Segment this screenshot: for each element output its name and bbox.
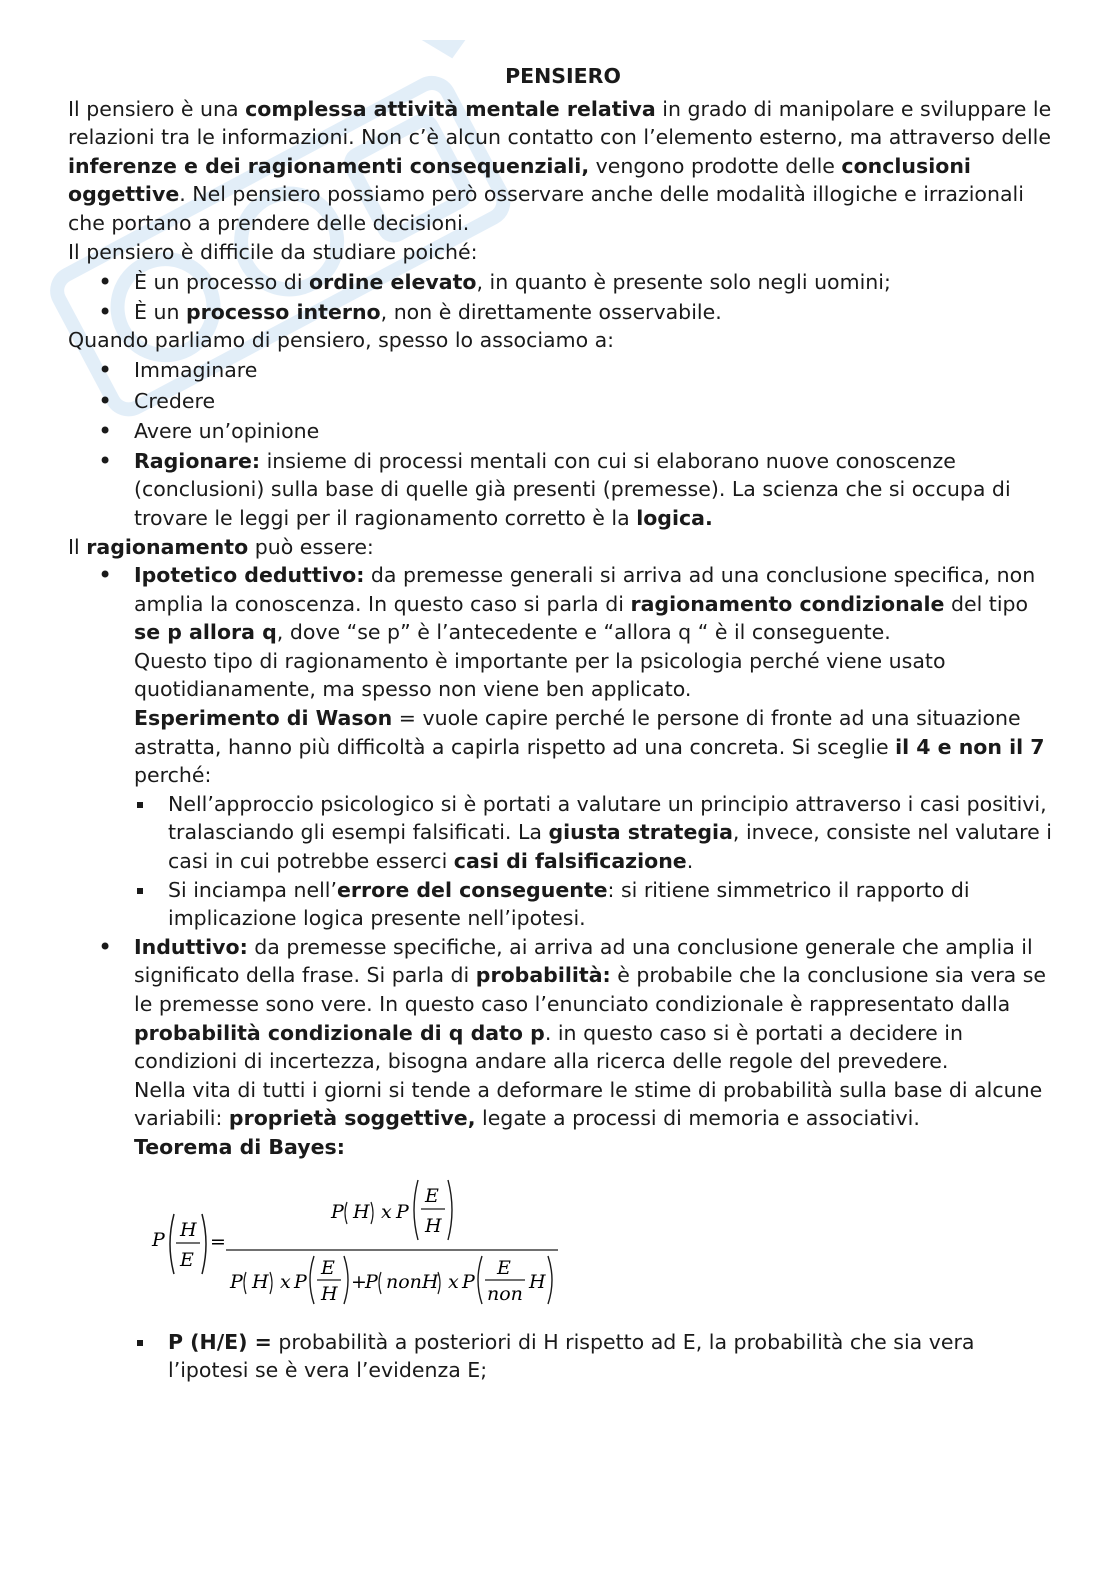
list-item: Si inciampa nell’errore del conseguente: si ritiene simmetrico il rapporto di implicazione logica presente nell’ipotesi. bbox=[68, 876, 1058, 933]
formula-symbol: E bbox=[425, 1184, 439, 1207]
intro-text: in grado di manipolare e sviluppare le relazioni tra le informazioni. Non c’è alcun contatto con l’elemento esterno, ma attraverso delle bbox=[68, 96, 1052, 150]
deduttivo-paragraph: Questo tipo di ragionamento è importante per la psicologia perché viene usato quotidianamente, ma spesso non viene ben applicato. bbox=[134, 648, 946, 702]
formula-symbol: x bbox=[448, 1270, 459, 1293]
induttivo-paragraph: Nella vita di tutti i giorni si tende a deformare le stime di probabilità sulla base di alcune variabili: proprietà soggettive, legate a processi di memoria e associativi. bbox=[134, 1077, 1043, 1131]
formula-symbol: E bbox=[497, 1256, 511, 1279]
intro-paragraph bbox=[68, 95, 1058, 238]
associamo-list bbox=[68, 356, 1058, 532]
formula-symbol: E bbox=[180, 1248, 194, 1271]
list-item: • È un processo di ordine elevato, in quanto è presente solo negli uomini; bbox=[68, 268, 1058, 297]
formula-symbol: P bbox=[396, 1200, 409, 1223]
formula-symbol: P bbox=[365, 1270, 378, 1293]
formula-symbol: H bbox=[353, 1200, 370, 1223]
formula-symbol: + bbox=[351, 1270, 367, 1293]
document-page bbox=[68, 62, 1058, 1385]
list-item: P (H/E) = probabilità a posteriori di H rispetto ad E, la probabilità che sia vera l’ipotesi se è vera l’evidenza E; bbox=[68, 1328, 1058, 1385]
formula-symbol: H bbox=[425, 1214, 442, 1237]
bayes-formula bbox=[68, 1168, 1058, 1318]
difficile-list bbox=[68, 268, 1058, 327]
ragionamento-lead: Il ragionamento può essere: bbox=[68, 534, 374, 559]
difficile-lead: Il pensiero è difficile da studiare poiché: bbox=[68, 239, 478, 264]
formula-symbol: = bbox=[210, 1230, 226, 1253]
associamo-lead: Quando parliamo di pensiero, spesso lo associamo a: bbox=[68, 328, 615, 353]
formula-symbol: x bbox=[381, 1200, 392, 1223]
formula-symbol: P bbox=[462, 1270, 475, 1293]
ragionamento-list-2 bbox=[68, 933, 1058, 1162]
list-item: • Ragionare: insieme di processi mentali con cui si elaborano nuove conoscenze (conclusioni) sulla base di quelle già presenti (premesse). La scienza che si occupa di trovare le leggi per il ragionamento corretto è la logica. bbox=[68, 447, 1058, 533]
list-item: • Immaginare bbox=[68, 356, 1058, 385]
list-item: • Avere un’opinione bbox=[68, 417, 1058, 446]
formula-symbol: H bbox=[529, 1270, 546, 1293]
formula-symbol: non bbox=[487, 1282, 523, 1305]
list-item: Nell’approccio psicologico si è portati a valutare un principio attraverso i casi positivi, tralasciando gli esempi falsificati. La giusta strategia, invece, consiste nel valutare i casi in cui potrebbe esserci casi di falsificazione. bbox=[68, 790, 1058, 876]
formula-symbol: x bbox=[280, 1270, 291, 1293]
formula-symbol: P bbox=[152, 1228, 165, 1251]
wason-sublist bbox=[68, 790, 1058, 933]
bayes-sublist bbox=[68, 1328, 1058, 1385]
intro-bold: conclusioni oggettive bbox=[68, 153, 971, 207]
formula-symbol: H bbox=[321, 1282, 338, 1305]
formula-symbol: P bbox=[230, 1270, 243, 1293]
intro-bold: complessa attività mentale relativa bbox=[245, 96, 656, 121]
formula-symbol: E bbox=[321, 1256, 335, 1279]
intro-text: vengono prodotte delle bbox=[589, 153, 842, 178]
intro-bold: inferenze e dei ragionamenti consequenziali, bbox=[68, 153, 590, 178]
wason-paragraph: Esperimento di Wason = vuole capire perché le persone di fronte ad una situazione astratta, hanno più difficoltà a capirla rispetto ad una concreta. Si sceglie il 4 e non il 7 perché: bbox=[134, 706, 1045, 788]
formula-symbol: P bbox=[331, 1200, 344, 1223]
intro-text: Il pensiero è una bbox=[68, 96, 246, 121]
intro-text: . Nel pensiero possiamo però osservare anche delle modalità illogiche e irrazionali che portano a prendere delle decisioni. bbox=[68, 182, 1024, 235]
list-item: • È un processo interno, non è direttamente osservabile. bbox=[68, 298, 1058, 327]
page-title: PENSIERO bbox=[505, 64, 621, 88]
formula-symbol: H bbox=[252, 1270, 269, 1293]
ragionamento-list bbox=[68, 561, 1058, 790]
bayes-title: Teorema di Bayes: bbox=[134, 1134, 345, 1159]
list-item-deduttivo: • Ipotetico deduttivo: da premesse generali si arriva ad una conclusione specifica, non amplia la conoscenza. In questo caso si parla di ragionamento condizionale del tipo se p allora q, dove “se p” è l’antecedente e “allora q “ è il conseguente. Questo tipo di ragionamento è importante per la psicologia perché viene usato quotidianamente, ma spesso non viene ben applicato. Esperimento di Wason = vuole capire perché le persone di fronte ad una situazione astratta, hanno più difficoltà a capirla rispetto ad una concreta. Si sceglie il 4 e non il 7 perché: bbox=[68, 561, 1058, 790]
list-item-induttivo: • Induttivo: da premesse specifiche, ai arriva ad una conclusione generale che amplia il significato della frase. Si parla di probabilità: è probabile che la conclusione sia vera se le premesse sono vere. In questo caso l’enunciato condizionale è rappresentato dalla probabilità condizionale di q dato p. in questo caso si è portati a decidere in condizioni di incertezza, bisogna andare alla ricerca delle regole del prevedere. Nella vita di tutti i giorni si tende a deformare le stime di probabilità sulla base di alcune variabili: proprietà soggettive, legate a processi di memoria e associativi. Teorema di Bayes: bbox=[68, 933, 1058, 1162]
formula-symbol: P bbox=[294, 1270, 307, 1293]
list-item: • Credere bbox=[68, 387, 1058, 416]
formula-symbol: H bbox=[180, 1218, 197, 1241]
formula-symbol: nonH bbox=[386, 1270, 439, 1293]
